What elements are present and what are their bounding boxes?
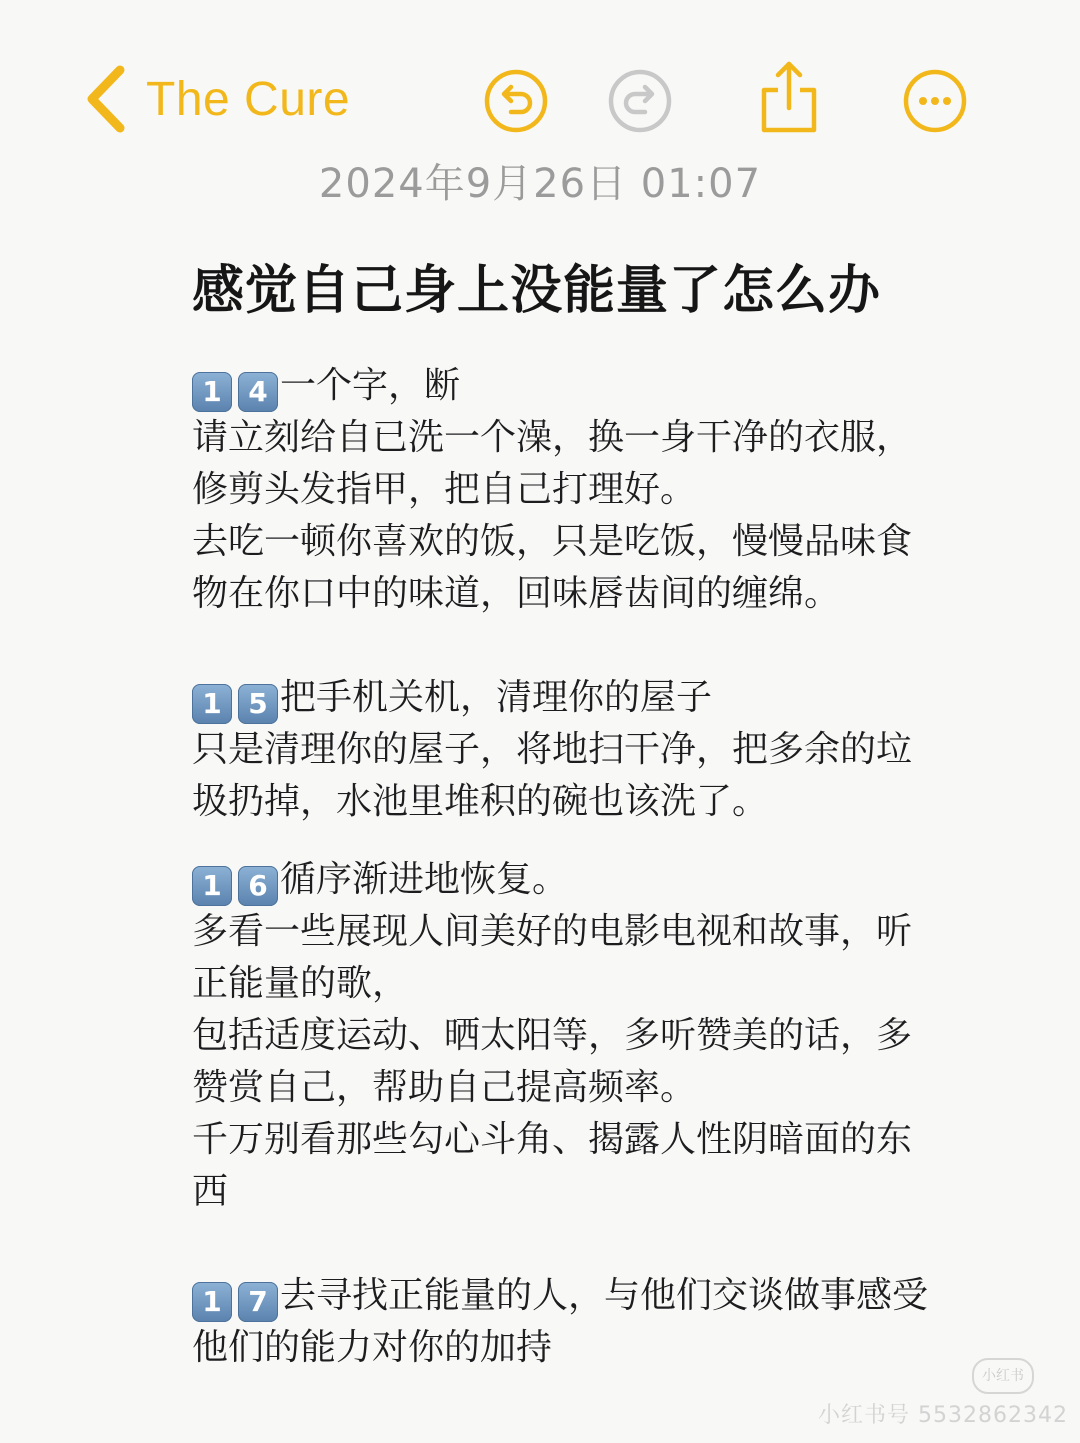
back-button[interactable] xyxy=(82,62,350,136)
keycap-digit-icon: 1 xyxy=(192,372,232,412)
keycap-digit-icon: 7 xyxy=(238,1282,278,1322)
note-section xyxy=(192,1270,972,1374)
keycap-digit-icon: 1 xyxy=(192,1282,232,1322)
section-heading xyxy=(192,854,972,906)
watermark-id: 小红书号 5532862342 xyxy=(818,1403,1068,1428)
body-line: 去吃一顿你喜欢的饭，只是吃饭，慢慢品味食 xyxy=(192,521,913,562)
body-line: 他们的能力对你的加持 xyxy=(192,1327,553,1368)
share-icon xyxy=(756,58,822,134)
blank-line xyxy=(192,1218,972,1270)
note-body[interactable] xyxy=(192,360,972,1374)
body-line: 多看一些展现人间美好的电影电视和故事，听 xyxy=(192,911,913,952)
body-line: 请立刻给自已洗一个澡，换一身干净的衣服， xyxy=(192,417,913,458)
note-section xyxy=(192,854,972,1218)
redo-icon xyxy=(607,68,673,134)
body-line: 只是清理你的屋子，将地扫干净，把多余的垃 xyxy=(192,729,913,770)
redo-button[interactable] xyxy=(607,68,673,134)
body-line: 修剪头发指甲，把自己打理好。 xyxy=(192,469,697,510)
section-heading-text: 把手机关机，清理你的屋子 xyxy=(280,677,713,718)
keycap-digit-icon: 1 xyxy=(192,866,232,906)
keycap-digit-icon: 1 xyxy=(192,684,232,724)
watermark-logo: 小红书 xyxy=(972,1358,1034,1394)
note-section xyxy=(192,360,972,620)
note-title[interactable]: 感觉自己身上没能量了怎么办 xyxy=(192,261,882,321)
more-button[interactable] xyxy=(902,68,968,134)
back-label: The Cure xyxy=(146,72,351,126)
body-line: 物在你口中的味道，回味唇齿间的缠绵。 xyxy=(192,573,841,614)
note-section xyxy=(192,672,972,828)
section-heading xyxy=(192,1270,972,1322)
keycap-digit-icon: 6 xyxy=(238,866,278,906)
undo-button[interactable] xyxy=(483,68,549,134)
share-button[interactable] xyxy=(756,58,822,134)
body-line: 包括适度运动、晒太阳等，多听赞美的话，多 xyxy=(192,1015,913,1056)
section-heading xyxy=(192,360,972,412)
note-date: 2024年9月26日 01:07 xyxy=(318,161,762,207)
body-line: 圾扔掉，水池里堆积的碗也该洗了。 xyxy=(192,781,769,822)
chevron-left-icon xyxy=(82,62,128,136)
section-heading-text: 一个字，断 xyxy=(280,365,461,406)
blank-line xyxy=(192,620,972,672)
section-heading xyxy=(192,672,972,724)
section-heading-text: 去寻找正能量的人，与他们交谈做事感受 xyxy=(280,1275,929,1316)
undo-icon xyxy=(483,68,549,134)
section-heading-text: 循序渐进地恢复。 xyxy=(280,859,569,900)
body-line: 千万别看那些勾心斗角、揭露人性阴暗面的东 xyxy=(192,1119,913,1160)
body-line: 西 xyxy=(192,1171,229,1212)
more-icon xyxy=(902,68,968,134)
body-line: 正能量的歌， xyxy=(192,963,409,1004)
notes-toolbar xyxy=(0,0,1080,150)
blank-line xyxy=(192,828,972,854)
keycap-digit-icon: 4 xyxy=(238,372,278,412)
body-line: 赞赏自己，帮助自己提高频率。 xyxy=(192,1067,697,1108)
keycap-digit-icon: 5 xyxy=(238,684,278,724)
